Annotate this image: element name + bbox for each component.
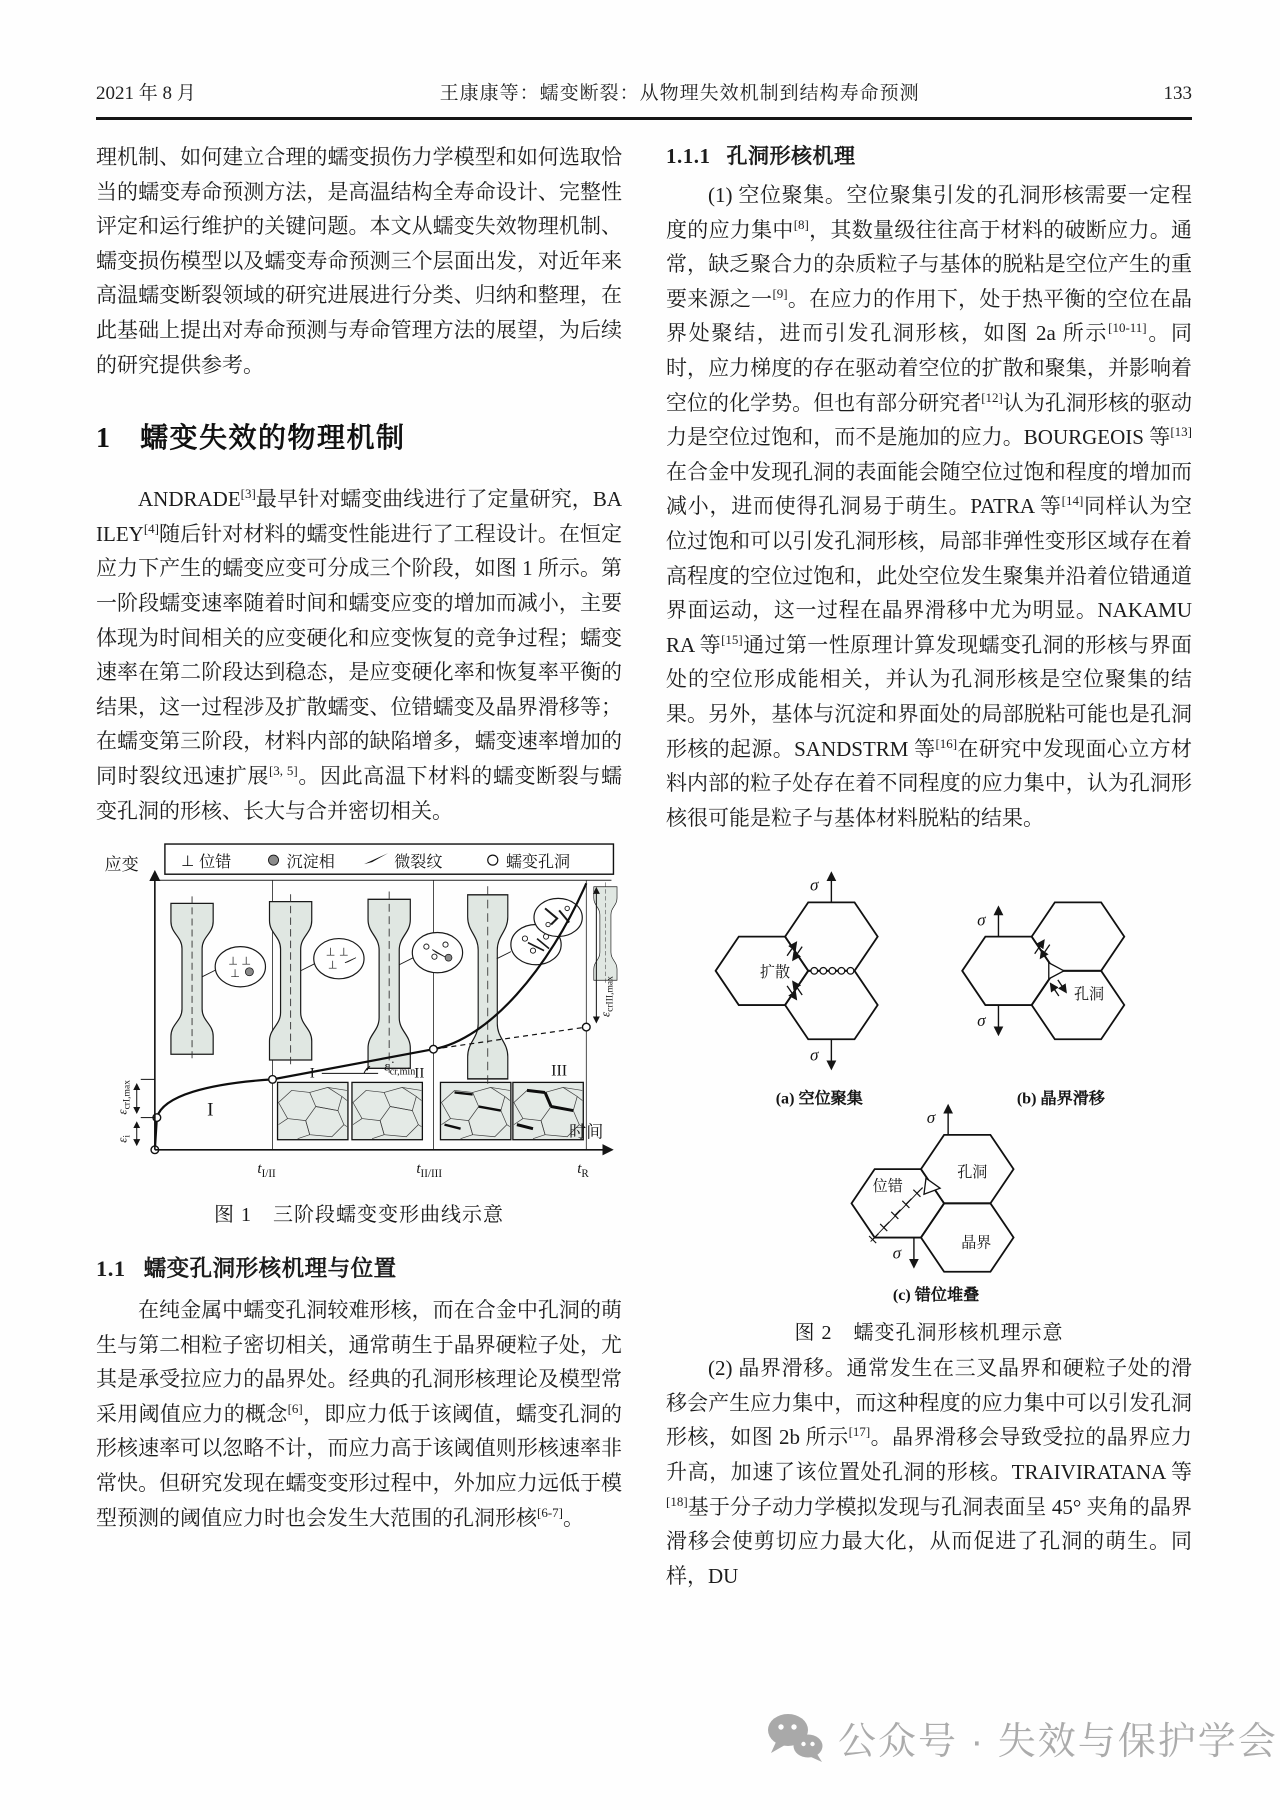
section-1-number: 1 — [96, 423, 110, 455]
stage-label-3: III — [551, 1062, 568, 1080]
sigma-bottom-b: σ — [977, 1011, 986, 1031]
sigma-bottom-c: σ — [892, 1243, 902, 1263]
page-number: 133 — [1163, 83, 1192, 104]
sigma-top-c: σ — [926, 1108, 936, 1128]
x-axis-label: 时间 — [569, 1122, 604, 1142]
eps-i-label: $\varepsilon_i$ — [114, 1135, 133, 1143]
precipitate-symbol — [268, 855, 278, 865]
section-1-1-heading — [96, 1251, 622, 1283]
sigma-top-b: σ — [977, 910, 986, 930]
figure-2a-vacancy-aggregation — [716, 873, 878, 1107]
legend-creep-cavity: 蠕变孔洞 — [505, 854, 571, 872]
stage-label-2: II — [414, 1065, 425, 1082]
section-1-1-1-title: 孔洞形核机理 — [726, 144, 856, 168]
figure-2b-grain-boundary-sliding — [962, 903, 1124, 1108]
wechat-watermark — [766, 1710, 1278, 1765]
secondary-extrapolation-dashed — [433, 1027, 586, 1049]
section-1-1-1-number: 1.1.1 — [666, 144, 711, 168]
figure-2c-caption: (c) 错位堆叠 — [892, 1287, 980, 1305]
vacancy-aggregation-paragraph: (1) 空位聚集。空位聚集引发的孔洞形核需要一定程度的应力集中[8]，其数量级往往高于材料的破断应力。通常，缺乏聚合力的杂质粒子与基体的脱粘是空位产生的重要来源之一[9]。在应力的作用下，处于热平衡的空位在晶界处聚结，进而引发孔洞形核，如图 2a 所示[10-11]。同时，应力梯度的存在驱动着空位的扩散和聚集，并影响着空位的化学势。但也有部分研究者[12]认为孔洞形核的驱动力是空位过饱和，而不是施加的应力。BOURGEOIS 等[13]在合金中发现孔洞的表面能会随空位过饱和程度的增加而减小，进而使得孔洞易于萌生。PATRA 等[14]同样认为空位过饱和可以引发孔洞形核，局部非弹性变形区域存在着高程度的空位过饱和，此处空位发生聚集并沿着位错通道界面运动，这一过程在晶界滑移中尤为明显。NAKAMURA 等[15]通过第一性原理计算发现蠕变孔洞的形核与界面处的空位形成能相关，并认为孔洞形核是空位聚集的结果。另外，基体与沉淀和界面处的局部脱粘可能也是孔洞形核的起源。SANDSTRM 等[16]在研究中发现面心立方材料内部的粒子处存在着不同程度的应力集中，认为孔洞形核很可能是粒子与基体材料脱粘的结果。 — [666, 183, 1193, 830]
section-1-title: 蠕变失效的物理机制 — [140, 423, 406, 455]
figure-1-legend — [165, 844, 614, 874]
two-column-body — [96, 140, 1192, 1593]
diffusion-label: 扩散 — [759, 965, 791, 982]
sigma-bottom-a: σ — [810, 1045, 819, 1065]
grain-boundary-sliding-paragraph: (2) 晶界滑移。通常发生在三叉晶界和硬粒子处的滑移会产生应力集中，而这种程度的应力集中可以引发孔洞形核，如图 2b 所示[17]。晶界滑移会导致受拉的晶界应力升高，加速了该位置处孔洞的形核。TRAIVIRATANA 等[18]基于分子动力学模拟发现与孔洞表面呈 45° 夹角的晶界滑移会使剪切应力最大化，从而促进了孔洞的萌生。同样，DU — [666, 1356, 1193, 1588]
page-header — [96, 78, 1192, 120]
figure-2 — [666, 845, 1192, 1345]
creep-cavity-symbol — [488, 855, 498, 865]
t23-label: $t_{II/III}$ — [416, 1160, 443, 1181]
figure-2-caption: 图 2 蠕变孔洞形核机理示意 — [794, 1322, 1064, 1345]
svg-text:⊥ ⊥: ⊥ ⊥ — [228, 954, 252, 968]
section-1-1-1-heading — [666, 140, 1192, 170]
stage-label-1: I — [309, 1065, 315, 1082]
issue-date: 2021 年 8 月 — [96, 83, 196, 104]
wechat-icon — [766, 1713, 824, 1763]
tr-label: $t_R$ — [577, 1160, 589, 1181]
legend-precipitate: 沉淀相 — [286, 854, 335, 872]
dislocation-symbol: ⊥ — [180, 852, 195, 871]
figure-1 — [96, 838, 622, 1227]
section-1-heading — [96, 416, 622, 456]
stage-I-region-label: I — [207, 1099, 214, 1121]
left-column — [96, 140, 622, 1593]
section-1-1-title: 蠕变孔洞形核机理与位置 — [143, 1256, 397, 1282]
figure-2c-dislocation-pileup — [852, 1106, 1014, 1304]
figure-2-cavity-nucleation-diagram — [666, 845, 1190, 1308]
cavity-label-c: 孔洞 — [957, 1165, 988, 1182]
watermark-text: 公众号 · 失效与保护学会 — [838, 1721, 1278, 1763]
y-axis-label: 应变 — [104, 855, 139, 875]
nucleation-paragraph: 在纯金属中蠕变孔洞较难形核，而在合金中孔洞的萌生与第二相粒子密切相关，通常萌生于晶界硬粒子处，尤其是承受拉应力的晶界处。经典的孔洞形核理论及模型常采用阈值应力的概念[6]，即应力低于该阈值，蠕变孔洞的形核速率可以忽略不计，而应力高于该阈值则形核速率非常快。但研究发现在蠕变变形过程中，外加应力远低于模型预测的阈值应力时也会发生大范围的孔洞形核[6-7]。 — [96, 1298, 623, 1530]
t12-label: $t_{I/II}$ — [257, 1160, 276, 1181]
grain-boundary-label: 晶界 — [961, 1235, 992, 1252]
figure-1-caption: 图 1 三阶段蠕变变形曲线示意 — [214, 1204, 504, 1227]
section-1-1-number: 1.1 — [96, 1256, 126, 1282]
dislocation-label: 位错 — [872, 1179, 903, 1196]
cavity-label-b: 孔洞 — [1073, 987, 1105, 1004]
microstructure-boxes — [278, 1082, 584, 1139]
legend-dislocation: 位错 — [199, 854, 232, 872]
running-title: 王康康等：蠕变断裂：从物理失效机制到结构寿命预测 — [439, 83, 920, 104]
svg-text:ε̇cr,min: $\varepsiloṅ_{cr,min}$ — [384, 1058, 416, 1078]
right-column — [666, 140, 1192, 1593]
svg-text:⊥: ⊥ — [327, 958, 338, 972]
figure-2b-caption: (b) 晶界滑移 — [1016, 1090, 1105, 1108]
eps-cr1-label: $\varepsilon_{crI,max}$ — [114, 1080, 133, 1115]
svg-text:⊥: ⊥ — [230, 966, 240, 980]
sigma-top-a: σ — [810, 875, 819, 895]
svg-text:⊥ ⊥: ⊥ ⊥ — [325, 945, 349, 959]
legend-microcrack: 微裂纹 — [394, 854, 443, 872]
figure-1-creep-curve-diagram — [96, 838, 620, 1190]
andrade-paragraph: ANDRADE[3]最早针对蠕变曲线进行了定量研究，BAILEY[4]随后针对材料的蠕变性能进行了工程设计。在恒定应力下产生的蠕变应变可分成三个阶段，如图 1 所示。第一阶段蠕变速率随着时间和蠕变应变的增加而减小，主要体现为时间相关的应变硬化和应变恢复的竞争过程；蠕变速率在第二阶段达到稳态，是应变硬化率和恢复率平衡的结果，这一过程涉及扩散蠕变、位错蠕变及晶界滑移等；在蠕变第三阶段，材料内部的缺陷增多，蠕变速率增加的同时裂纹迅速扩展[3, 5]。因此高温下材料的蠕变断裂与蠕变孔洞的形核、长大与合并密切相关。 — [96, 486, 623, 823]
eps-cr3-label: $\varepsilon_{crIII,max}$ — [597, 976, 616, 1018]
figure-2a-caption: (a) 空位聚集 — [775, 1090, 863, 1108]
intro-paragraph: 理机制、如何建立合理的蠕变损伤力学模型和如何选取恰当的蠕变寿命预测方法，是高温结构全寿命设计、完整性评定和运行维护的关键问题。本文从蠕变失效物理机制、蠕变损伤模型以及蠕变寿命预测三个层面出发，对近年来高温蠕变断裂领域的研究进展进行分类、归纳和整理，在此基础上提出对寿命预测与寿命管理方法的展望，为后续的研究提供参考。 — [96, 145, 622, 377]
